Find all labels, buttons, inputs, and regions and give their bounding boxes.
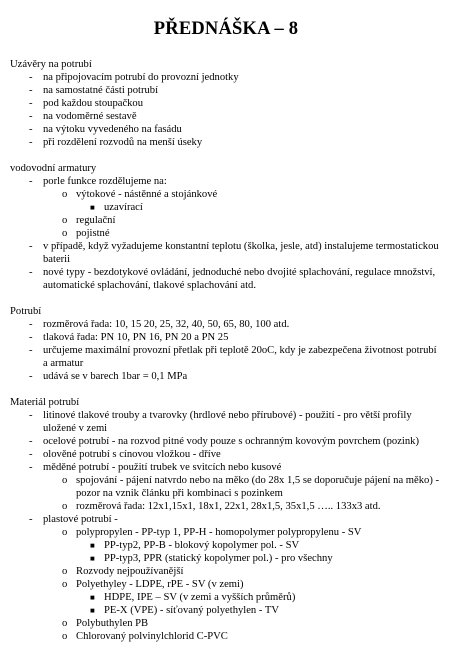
list-item-text: plastové potrubí -: [43, 514, 118, 525]
list-item: [10, 240, 442, 266]
list-item-text: pojistné: [76, 228, 110, 239]
list-item-text: olověné potrubí s cínovou vložkou - dříve: [43, 449, 221, 460]
bullet-list-level-1: [10, 71, 442, 149]
section-heading: Uzávěry na potrubí: [10, 59, 92, 70]
bullet-marker: o: [62, 189, 68, 200]
bullet-marker: o: [62, 566, 68, 577]
list-item-text: regulační: [76, 215, 116, 226]
list-item: [10, 175, 442, 240]
bullet-marker: o: [62, 631, 68, 642]
bullet-marker: -: [29, 137, 33, 148]
list-item-text: PP-typ2, PP-B - blokový kopolymer pol. - SV: [104, 540, 300, 551]
list-item: [10, 97, 442, 110]
bullet-list-level-2: [43, 474, 442, 513]
bullet-marker: -: [29, 98, 33, 109]
bullet-list-level-2: [43, 526, 442, 643]
bullet-marker: ■: [90, 606, 95, 615]
list-item: [10, 409, 442, 435]
bullet-marker: o: [62, 501, 68, 512]
bullet-list-level-1: [10, 409, 442, 643]
bullet-list-level-1: [10, 175, 442, 292]
list-item-text: pod každou stoupačkou: [43, 98, 144, 109]
bullet-marker: -: [29, 267, 33, 278]
list-item-text: ocelové potrubí - na rozvod pitné vody pouze s ochranným kovovým povrchem (pozink): [43, 436, 419, 447]
list-item-text: na samostatné části potrubí: [43, 85, 159, 96]
bullet-list-level-1: [10, 318, 442, 383]
bullet-marker: o: [62, 475, 68, 486]
section-heading: vodovodní armatury: [10, 163, 97, 174]
list-item: [10, 84, 442, 97]
list-item: [76, 591, 442, 604]
list-item-text: určujeme maximální provozní přetlak při teplotě 20oC, kdy je zabezpečena životnost potrubí a armatur: [43, 345, 437, 369]
list-item-text: spojování - pájení natvrdo nebo na měko (do 28x 1,5 se doporučuje pájení na měko) - pozor na vznik článku při kombinaci s pozinkem: [76, 475, 440, 499]
list-item-text: rozměrová řada: 10, 15 20, 25, 32, 40, 50, 65, 80, 100 atd.: [43, 319, 290, 330]
section-heading: Potrubí: [10, 306, 42, 317]
list-item: [10, 266, 442, 292]
section-heading: Materiál potrubí: [10, 397, 80, 408]
page-title: PŘEDNÁŠKA – 8: [153, 19, 299, 39]
list-item-text: HDPE, IPE – SV (v zemi a vyšších průměrů): [104, 592, 296, 603]
list-item-text: při rozdělení rozvodů na menší úseky: [43, 137, 203, 148]
bullet-marker: -: [29, 72, 33, 83]
bullet-marker: -: [29, 449, 33, 460]
bullet-list-level-3: [76, 539, 442, 565]
list-item-text: na vodoměrné sestavě: [43, 111, 137, 122]
list-item-text: měděné potrubí - použití trubek ve svitcích nebo kusové: [43, 462, 282, 473]
bullet-marker: -: [29, 345, 33, 356]
list-item: [10, 435, 442, 448]
list-item: [76, 552, 442, 565]
bullet-marker: o: [62, 579, 68, 590]
list-item: [10, 110, 442, 123]
list-item: [43, 617, 442, 630]
section: [10, 396, 442, 643]
bullet-marker: -: [29, 436, 33, 447]
section: [10, 305, 442, 383]
list-item: [43, 526, 442, 565]
bullet-marker: -: [29, 319, 33, 330]
list-item: [76, 201, 442, 214]
list-item-text: PE-X (VPE) - síťovaný polyethylen - TV: [104, 605, 279, 616]
bullet-list-level-3: [76, 591, 442, 617]
section: [10, 58, 442, 149]
list-item: [10, 513, 442, 643]
list-item-text: na připojovacím potrubí do provozní jednotky: [43, 72, 239, 83]
list-item-text: udává se v barech 1bar = 0,1 MPa: [43, 371, 188, 382]
list-item-text: rozměrová řada: 12x1,15x1, 18x1, 22x1, 28x1,5, 35x1,5 ….. 133x3 atd.: [76, 501, 381, 512]
bullet-marker: o: [62, 618, 68, 629]
list-item: [10, 331, 442, 344]
bullet-marker: -: [29, 371, 33, 382]
bullet-marker: -: [29, 241, 33, 252]
bullet-marker: -: [29, 514, 33, 525]
list-item-text: výtokové - nástěnné a stojánkové: [76, 189, 218, 200]
bullet-marker: ■: [90, 554, 95, 563]
list-item: [43, 474, 442, 500]
list-item-text: porle funkce rozdělujeme na:: [43, 176, 167, 187]
list-item-text: PP-typ3, PPR (statický kopolymer pol.) - pro všechny: [104, 553, 333, 564]
list-item-text: v případě, když vyžadujeme konstantní teplotu (školka, jesle, atd) instalujeme termostatickou baterii: [43, 241, 439, 265]
bullet-marker: o: [62, 527, 68, 538]
list-item-text: Polyethyley - LDPE, rPE - SV (v zemi): [76, 579, 244, 590]
list-item-text: uzavírací: [104, 202, 143, 213]
list-item: [43, 578, 442, 617]
bullet-marker: -: [29, 332, 33, 343]
list-item-text: polypropylen - PP-typ 1, PP-H - homopolymer polypropylenu - SV: [76, 527, 362, 538]
list-item: [10, 344, 442, 370]
list-item: [10, 461, 442, 513]
bullet-marker: -: [29, 462, 33, 473]
bullet-marker: ■: [90, 541, 95, 550]
list-item: [10, 136, 442, 149]
bullet-marker: -: [29, 111, 33, 122]
list-item: [10, 370, 442, 383]
list-item: [43, 227, 442, 240]
list-item-text: na výtoku vyvedeného na fasádu: [43, 124, 182, 135]
list-item-text: Polybuthylen PB: [76, 618, 149, 629]
bullet-list-level-3: [76, 201, 442, 214]
bullet-marker: ■: [90, 203, 95, 212]
bullet-marker: o: [62, 228, 68, 239]
list-item-text: tlaková řada: PN 10, PN 16, PN 20 a PN 25: [43, 332, 229, 343]
list-item: [43, 565, 442, 578]
document-content: [10, 58, 442, 643]
bullet-marker: -: [29, 176, 33, 187]
section: [10, 162, 442, 292]
list-item-text: nové typy - bezdotykové ovládání, jednoduché nebo dvojité splachování, regulace množství, automatické splachování, tlakové splachování atd.: [43, 267, 436, 291]
bullet-marker: o: [62, 215, 68, 226]
bullet-list-level-2: [43, 188, 442, 240]
bullet-marker: -: [29, 85, 33, 96]
list-item: [43, 214, 442, 227]
bullet-marker: ■: [90, 593, 95, 602]
list-item: [10, 71, 442, 84]
list-item: [76, 539, 442, 552]
list-item-text: litinové tlakové trouby a tvarovky (hrdlové nebo přírubové) - použití - pro větší profily uložené v zemi: [43, 410, 412, 434]
list-item: [76, 604, 442, 617]
list-item: [10, 448, 442, 461]
bullet-marker: -: [29, 410, 33, 421]
list-item: [10, 123, 442, 136]
list-item: [43, 630, 442, 643]
list-item: [10, 318, 442, 331]
list-item-text: Rozvody nejpoužívanější: [76, 566, 184, 577]
list-item-text: Chlorovaný polvinylchlorid C-PVC: [76, 631, 228, 642]
bullet-marker: -: [29, 124, 33, 135]
list-item: [43, 500, 442, 513]
list-item: [43, 188, 442, 214]
